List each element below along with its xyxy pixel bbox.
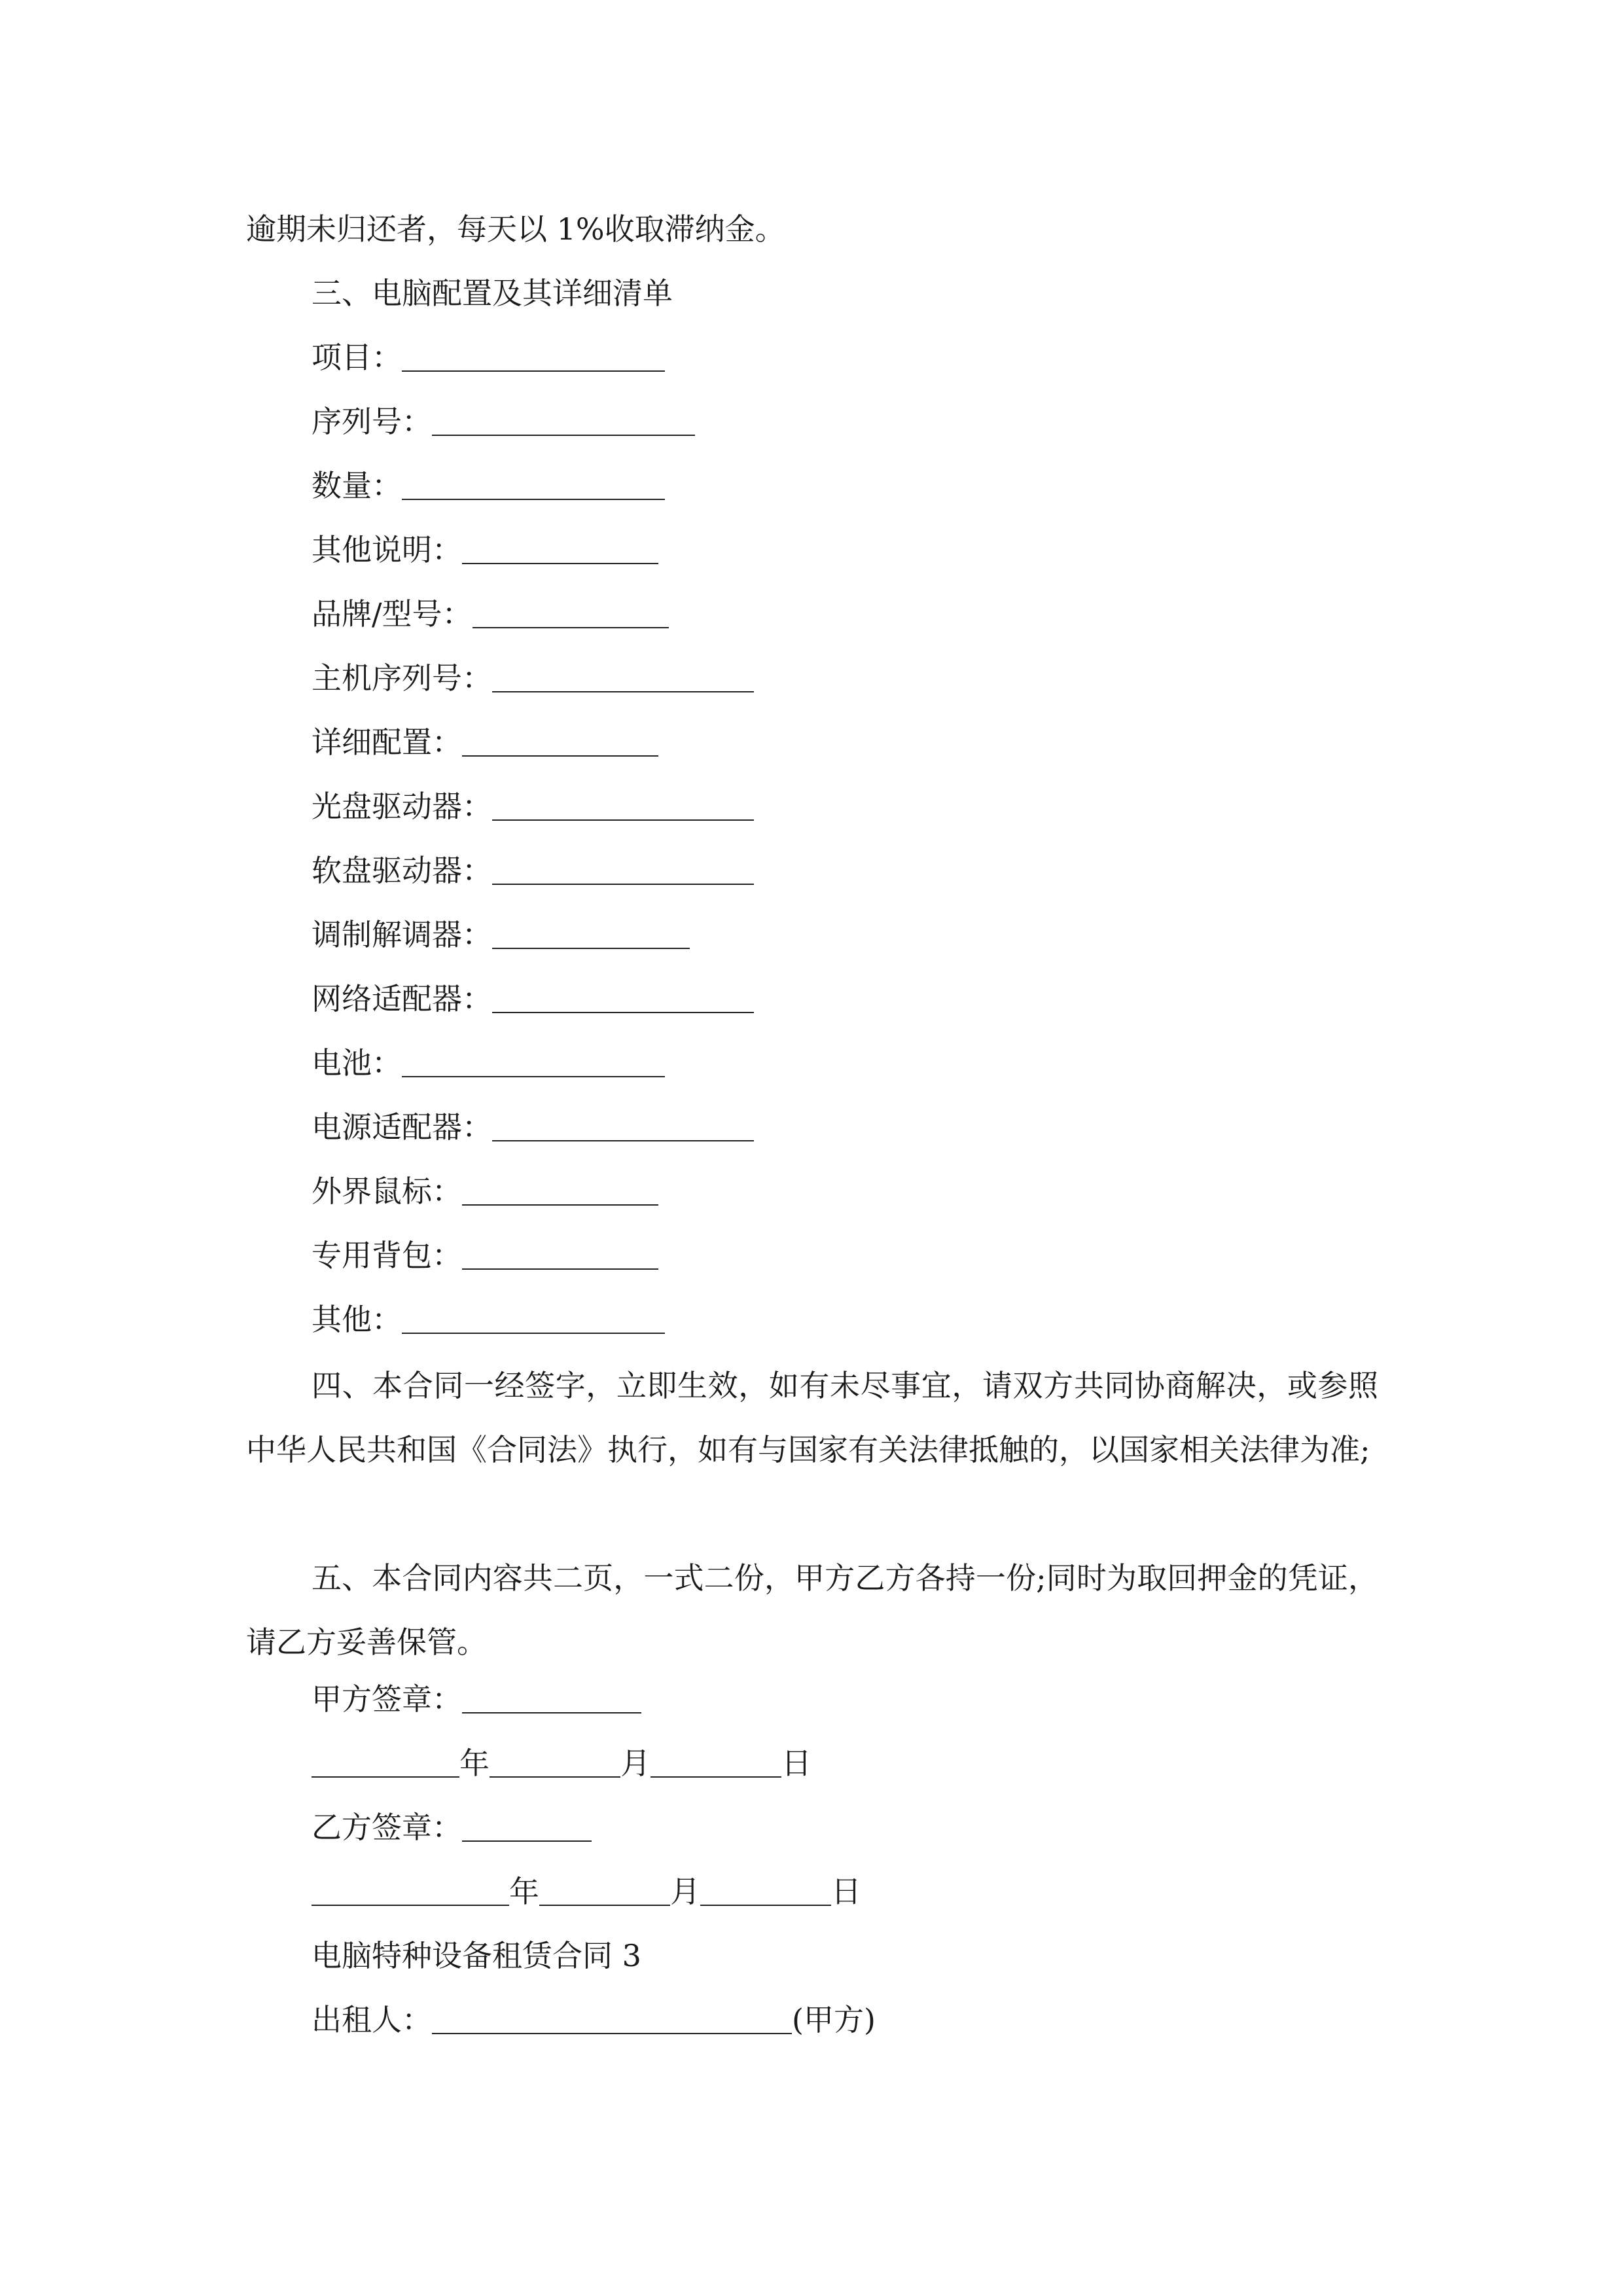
other-blank[interactable] [402,1302,665,1334]
field-brand-model: 品牌/型号： [312,594,669,634]
section3-heading: 三、电脑配置及其详细清单 [312,276,673,311]
party-b-year-blank[interactable] [312,1874,509,1906]
battery-blank[interactable] [402,1046,665,1077]
lessor-line: 出租人： (甲方) [312,2002,876,2037]
field-serial: 序列号： [312,402,695,441]
party-b-day-blank[interactable] [700,1874,831,1906]
network-adapter-blank[interactable] [492,982,754,1013]
next-contract-title: 电脑特种设备租赁合同 3 [312,1938,641,1973]
field-power-adapter: 电源适配器： [312,1107,754,1147]
field-other-notes: 其他说明： [312,530,658,569]
party-a-year-blank[interactable] [312,1746,459,1778]
field-other: 其他： [312,1300,665,1339]
external-mouse-blank[interactable] [462,1174,658,1206]
detail-config-blank[interactable] [462,725,658,757]
floppy-drive-blank[interactable] [492,853,754,885]
field-floppy-drive: 软盘驱动器： [312,851,754,890]
section5-paragraph: 五、本合同内容共二页，一式二份，甲方乙方各持一份;同时为取回押金的凭证，请乙方妥善保管。 [246,1560,1378,1660]
party-a-signature: 甲方签章： [312,1679,641,1719]
field-detail-config: 详细配置： [312,723,658,762]
item-blank[interactable] [402,340,665,372]
party-b-date: 年 月 日 [312,1872,861,1911]
party-a-date: 年 月 日 [312,1744,812,1783]
optical-drive-blank[interactable] [492,789,754,821]
intro-line: 逾期未归还者，每天以 1%收取滞纳金。 [246,211,785,247]
field-carry-bag: 专用背包： [312,1236,658,1275]
field-modem: 调制解调器： [312,915,690,954]
modem-blank[interactable] [492,918,690,949]
brand-model-blank[interactable] [473,597,669,628]
field-network-adapter: 网络适配器： [312,979,754,1018]
other-notes-blank[interactable] [462,533,658,564]
section4-paragraph: 四、本合同一经签字，立即生效，如有未尽事宜，请双方共同协商解决，或参照中华人民共和国《合同法》执行，如有与国家有关法律抵触的，以国家相关法律为准; [246,1368,1378,1467]
party-b-month-blank[interactable] [539,1874,670,1906]
field-quantity: 数量： [312,466,665,505]
quantity-blank[interactable] [402,469,665,500]
carry-bag-blank[interactable] [462,1238,658,1270]
serial-blank[interactable] [432,404,695,436]
field-external-mouse: 外界鼠标： [312,1172,658,1211]
party-b-signature: 乙方签章： [312,1808,592,1847]
field-item: 项目： [312,338,665,377]
field-optical-drive: 光盘驱动器： [312,787,754,826]
party-a-signature-blank[interactable] [462,1682,641,1713]
field-battery: 电池： [312,1043,665,1083]
lessor-blank[interactable] [432,2003,792,2034]
power-adapter-blank[interactable] [492,1110,754,1141]
host-serial-blank[interactable] [492,661,754,692]
party-b-signature-blank[interactable] [462,1810,592,1842]
party-a-day-blank[interactable] [651,1746,781,1778]
field-host-serial: 主机序列号： [312,658,754,698]
party-a-month-blank[interactable] [490,1746,620,1778]
